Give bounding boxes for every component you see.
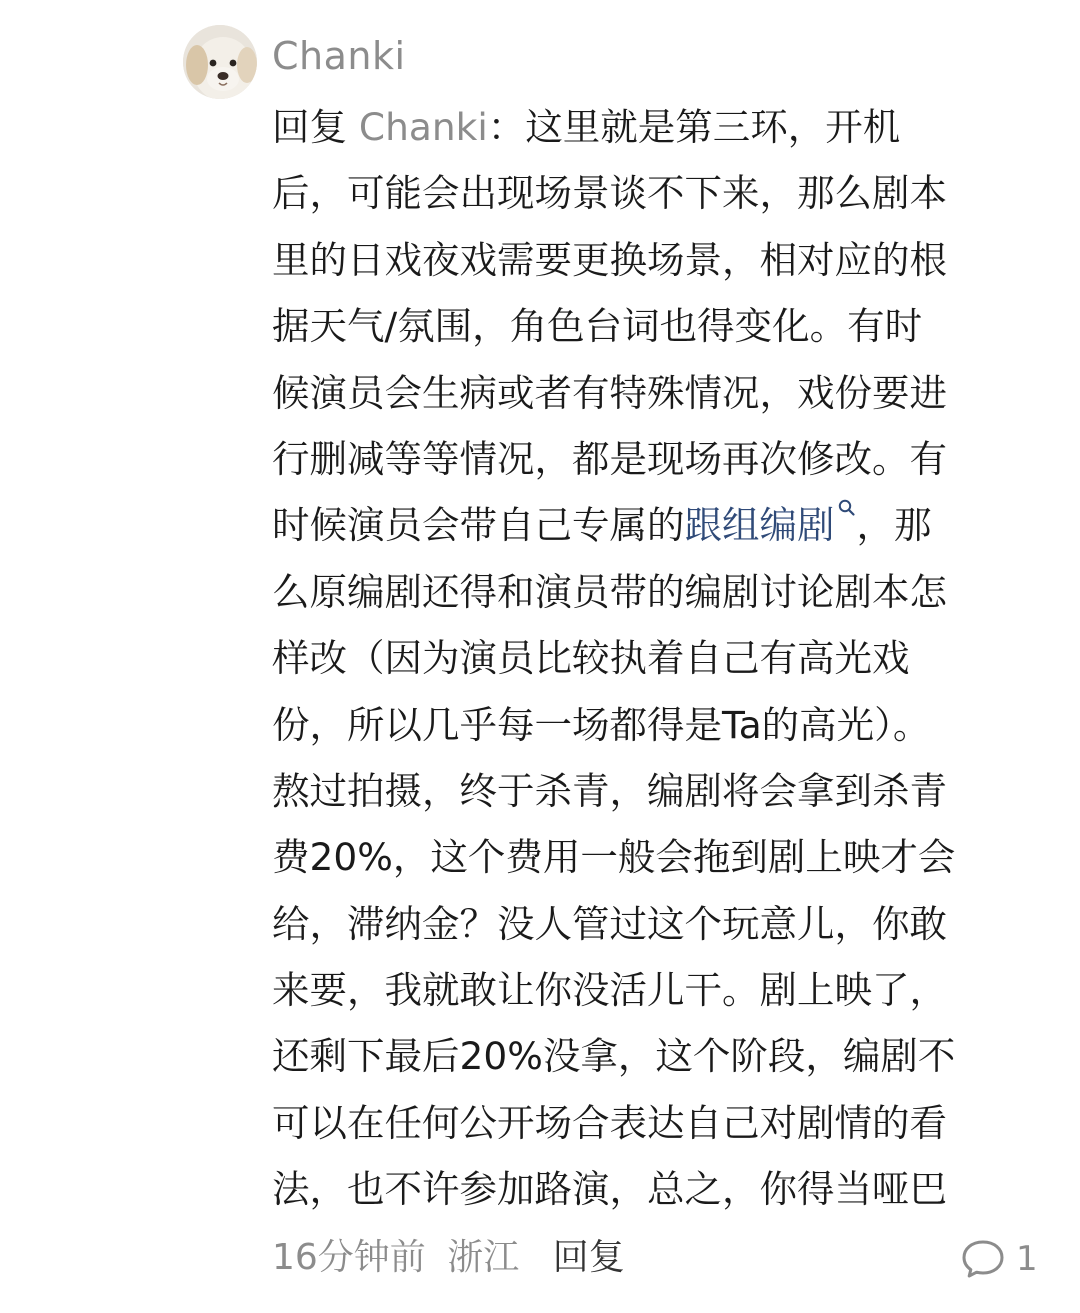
comment-bubble-icon — [960, 1238, 1006, 1280]
comment-count: 1 — [1016, 1239, 1038, 1279]
comment-line: 法，也不许参加路演，总之，你得当哑巴 — [272, 1167, 947, 1212]
reply-button[interactable]: 回复 — [552, 1237, 625, 1278]
comment-line: 么原编剧还得和演员带的编剧讨论剧本怎 — [272, 569, 947, 614]
comment-line: 费20%，这个费用一般会拖到剧上映才会 — [272, 835, 956, 880]
search-icon — [837, 498, 857, 518]
comment-line: 里的日戏夜戏需要更换场景，相对应的根 — [272, 237, 947, 282]
comment-line: 样改（因为演员比较执着自己有高光戏 — [272, 636, 910, 681]
comment-line: 时候演员会带自己专属的跟组编剧 ，那 — [272, 492, 1042, 558]
comment-line: 可以在任何公开场合表达自己对剧情的看 — [272, 1100, 947, 1145]
comment-location: 浙江 — [447, 1237, 520, 1278]
dog-avatar-icon — [183, 25, 257, 99]
comment-meta — [272, 1230, 625, 1286]
comment-line: 据天气/氛围，角色台词也得变化。有时 — [272, 304, 923, 349]
reply-prefix: 回复 — [272, 105, 359, 149]
comment-line: 回复 Chanki：这里就是第三环，开机 — [272, 105, 901, 149]
comment-time: 16分钟前 — [272, 1237, 426, 1278]
comment-line: 份，所以几乎每一场都得是Ta的高光）。 — [272, 702, 931, 747]
author-name[interactable]: Chanki — [272, 34, 406, 78]
comment-line: 候演员会生病或者有特殊情况，戏份要进 — [272, 370, 947, 415]
comment-line: 还剩下最后20%没拿，这个阶段，编剧不 — [272, 1034, 956, 1079]
comment-line: 来要，我就敢让你没活儿干。剧上映了， — [272, 968, 947, 1013]
comment-count-button[interactable] — [960, 1236, 1038, 1282]
comment-text — [272, 94, 1042, 1223]
comment-line: 后，可能会出现场景谈不下来，那么剧本 — [272, 171, 947, 216]
comment-line: 熬过拍摄，终于杀青，编剧将会拿到杀青 — [272, 768, 947, 813]
comment-line: 行删减等等情况，都是现场再次修改。有 — [272, 436, 947, 481]
comment-line: 给，滞纳金？没人管过这个玩意儿，你敢 — [272, 901, 947, 946]
reply-to-user[interactable]: Chanki — [358, 105, 488, 149]
search-link[interactable]: 跟组编剧 — [685, 503, 857, 547]
author-avatar[interactable] — [183, 25, 257, 99]
